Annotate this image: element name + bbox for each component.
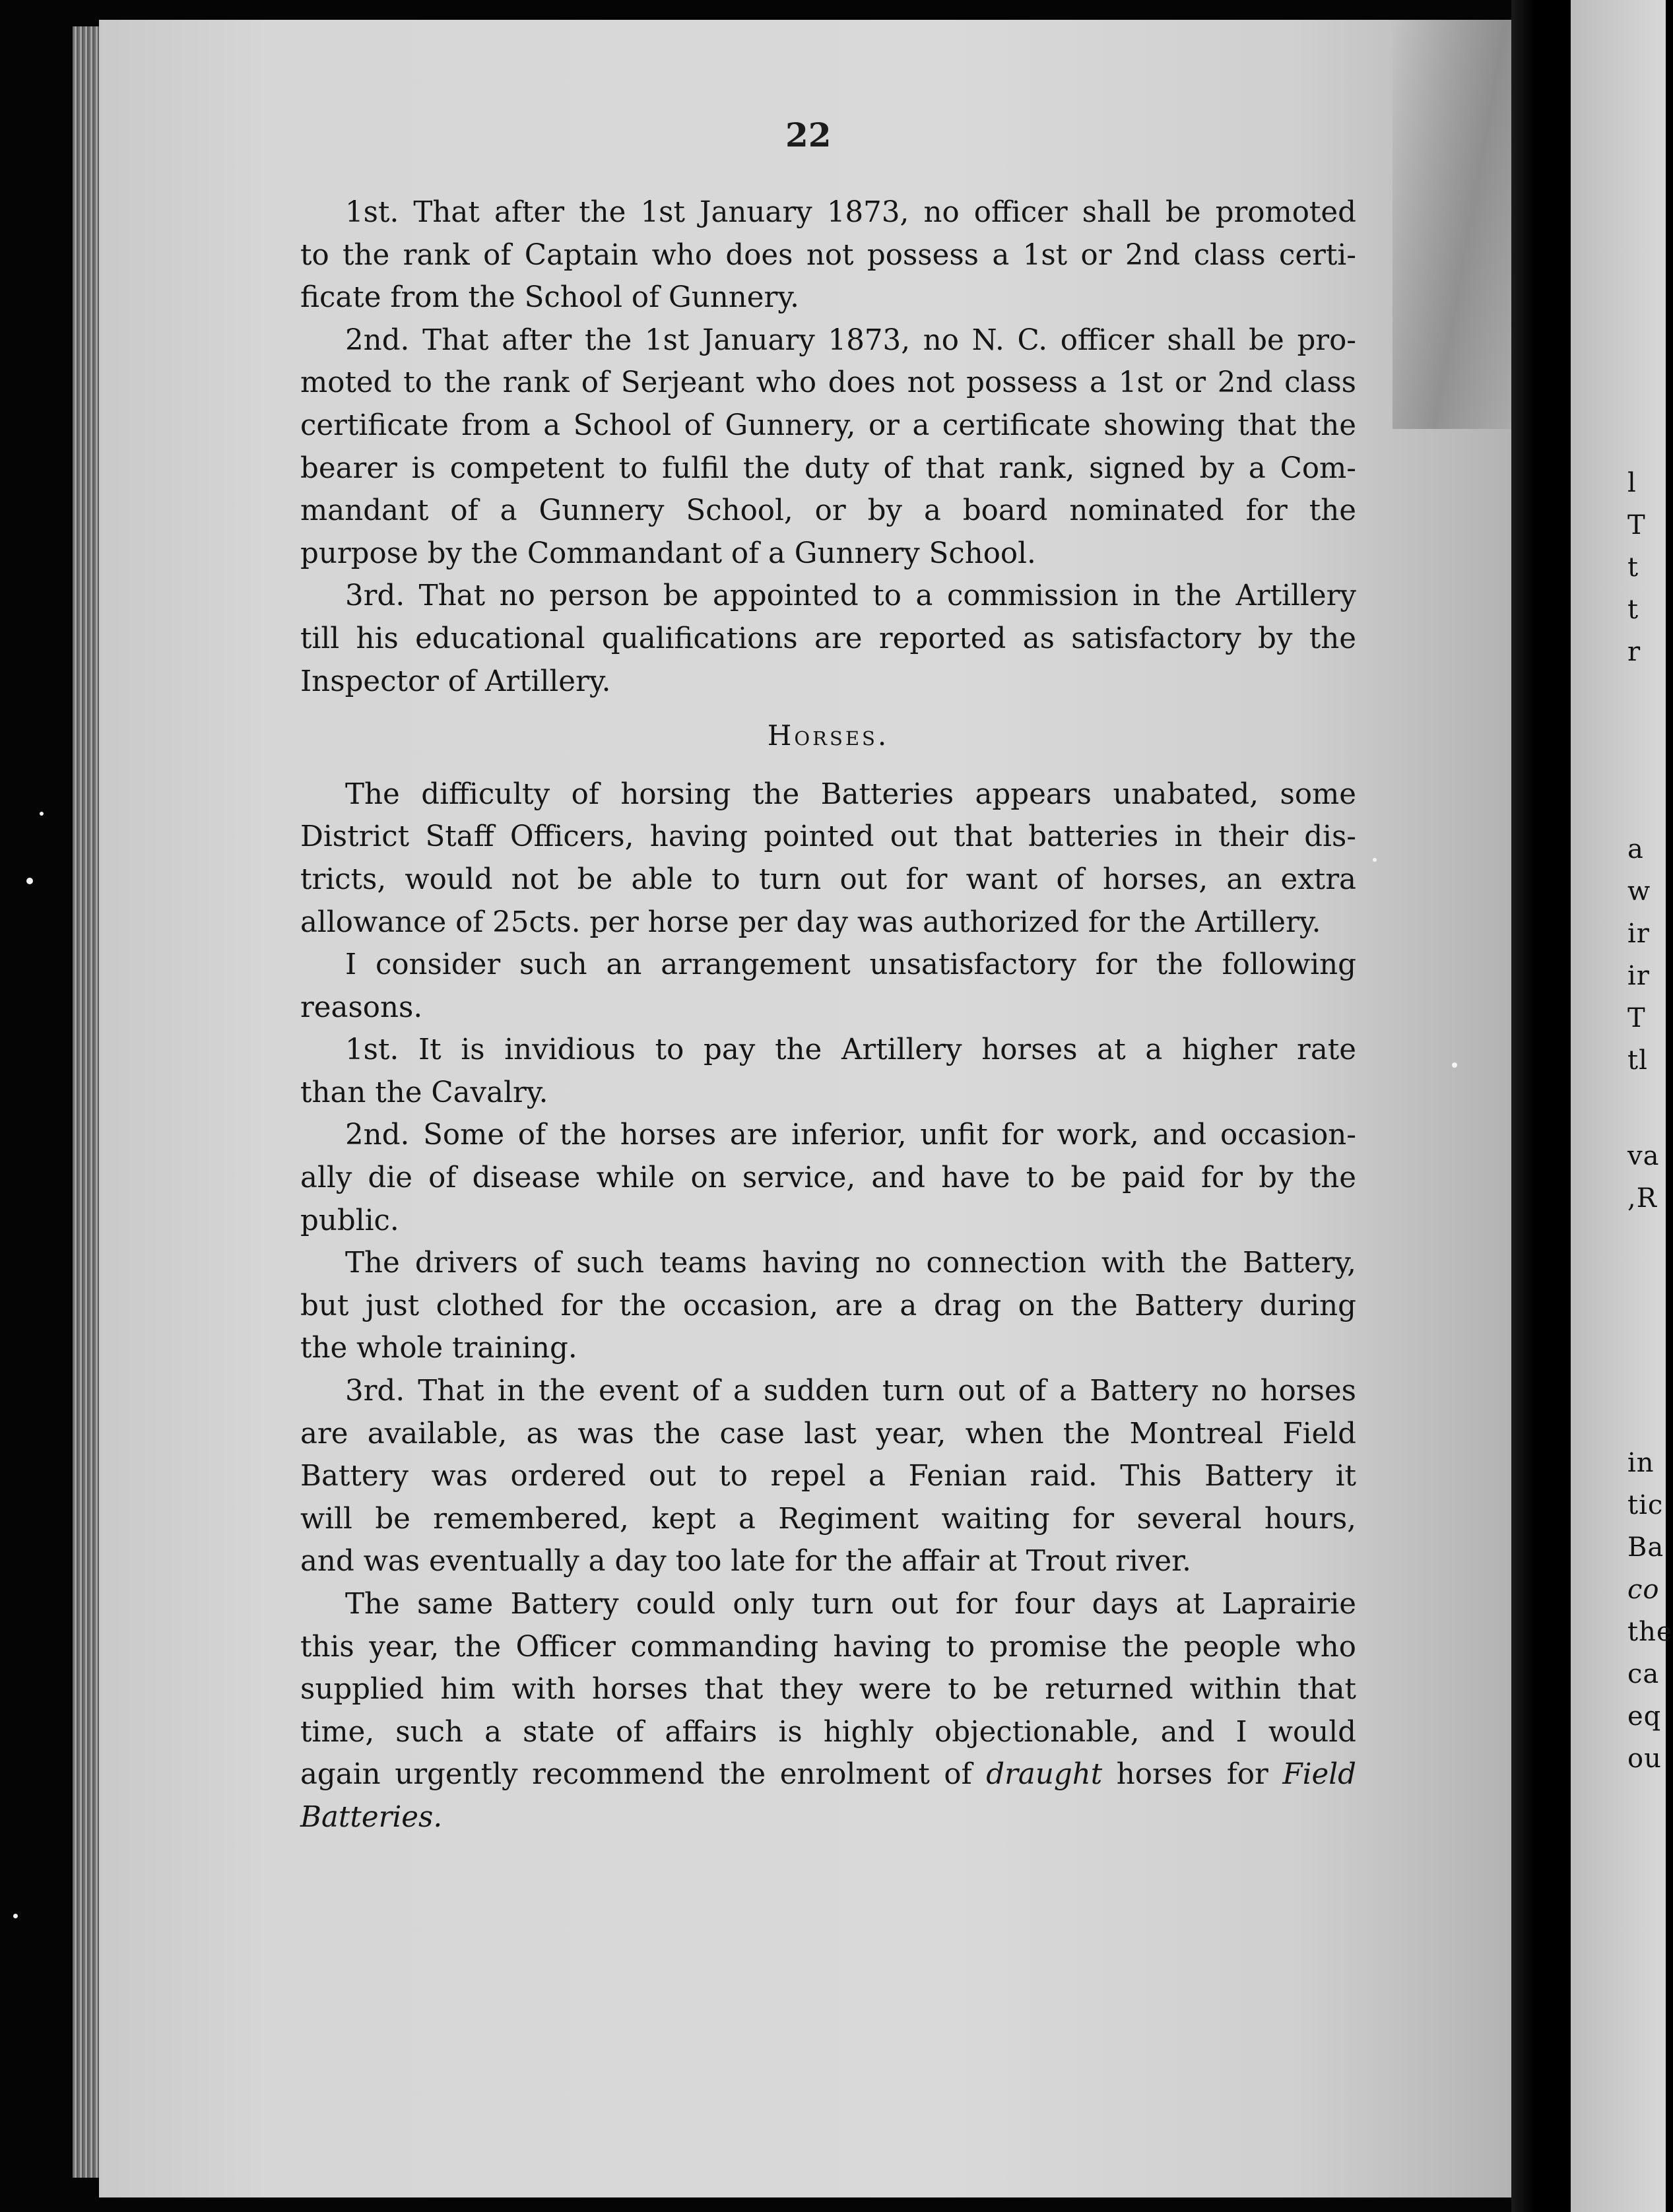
text-line: I consider such an arrangement unsatisfactory for the following: [345, 948, 1356, 982]
text-run: horses for: [1102, 1758, 1283, 1792]
text-line: District Staff Officers, having pointed out that batteries in their dis-: [300, 820, 1356, 854]
scan-dust-speck: [13, 1914, 18, 1918]
text-line: 1st. It is invidious to pay the Artillery horses at a higher rate: [345, 1033, 1356, 1067]
text-line: mandant of a Gunnery School, or by a board nominated for the: [300, 494, 1356, 528]
text-line: allowance of 25cts. per horse per day was authorized for the Artillery.: [300, 905, 1321, 939]
fragment-text: T: [1627, 510, 1646, 540]
paragraph-10: [300, 1583, 1356, 1839]
paragraph-5: [300, 944, 1356, 1029]
italic-text-run: draught: [986, 1758, 1103, 1792]
fragment-text: co: [1627, 1575, 1660, 1605]
paragraph-9: [300, 1370, 1356, 1583]
text-line: purpose by the Commandant of a Gunnery School.: [300, 537, 1036, 570]
paragraph-6: [300, 1029, 1356, 1114]
text-line: [300, 1796, 1356, 1839]
fragment-text: eq: [1627, 1701, 1662, 1732]
paragraph-7: [300, 1114, 1356, 1242]
fragment-text: T: [1627, 1003, 1646, 1033]
text-line: 3rd. That in the event of a sudden turn out of a Battery no horses: [345, 1375, 1356, 1408]
page-right-edge: [1571, 0, 1666, 2212]
fragment-text: ca: [1627, 1659, 1660, 1689]
paragraph-8: [300, 1242, 1356, 1370]
text-line: The drivers of such teams having no connection with the Battery,: [345, 1247, 1356, 1280]
text-line: tricts, would not be able to turn out for want of horses, an extra: [300, 862, 1356, 896]
fragment-text: r: [1627, 637, 1641, 667]
fragment-text: ,R: [1627, 1183, 1657, 1214]
fragment-text: in: [1627, 1448, 1655, 1478]
text-line: reasons.: [300, 991, 423, 1024]
text-line: 1st. That after the 1st January 1873, no officer shall be promoted: [345, 196, 1356, 229]
scan-dust-speck: [40, 812, 44, 816]
text-line: certificate from a School of Gunnery, or a certificate showing that the: [300, 408, 1356, 442]
italic-text-run: Field: [1282, 1758, 1356, 1792]
text-line: till his educational qualifications are reported as satisfactory by the: [300, 622, 1356, 655]
fragment-text: tic: [1627, 1490, 1664, 1520]
adjacent-page-fragment-4: [1627, 1442, 1673, 1780]
fragment-text: l: [1627, 468, 1637, 498]
text-run: again urgently recommend the enrolment of: [300, 1758, 987, 1792]
fragment-text: t: [1627, 552, 1639, 583]
fragment-text: w: [1627, 876, 1651, 907]
text-line: 3rd. That no person be appointed to a commission in the Artillery: [345, 579, 1356, 613]
text-line: The same Battery could only turn out for four days at Laprairie: [345, 1588, 1356, 1621]
text-line: this year, the Officer commanding having to promise the people who: [300, 1630, 1356, 1664]
adjacent-page-fragment-1: [1627, 462, 1646, 673]
italic-text-run: Batteries.: [300, 1800, 443, 1834]
text-line: to the rank of Captain who does not possess a 1st or 2nd class certi-: [300, 238, 1356, 272]
text-line: Battery was ordered out to repel a Fenian raid. This Battery it: [300, 1460, 1356, 1493]
text-line: bearer is competent to fulfil the duty of that rank, signed by a Com-: [300, 451, 1356, 485]
page-stack-edges: [73, 26, 99, 2178]
text-line: are available, as was the case last year, when the Montreal Field: [300, 1417, 1356, 1450]
fragment-text: ou: [1627, 1743, 1662, 1774]
body-text: [300, 191, 1356, 1839]
text-line: time, such a state of affairs is highly objectionable, and I would: [300, 1715, 1356, 1749]
paragraph-4: [300, 773, 1356, 944]
fragment-text: ir: [1627, 961, 1650, 991]
paragraph-2: [300, 319, 1356, 575]
scan-dust-speck: [26, 878, 33, 884]
fragment-text: t: [1627, 595, 1639, 625]
text-line: Inspector of Artillery.: [300, 665, 611, 698]
fragment-text: ir: [1627, 919, 1650, 949]
text-line: moted to the rank of Serjeant who does not possess a 1st or 2nd class: [300, 366, 1356, 400]
text-line: supplied him with horses that they were to be returned within that: [300, 1673, 1356, 1707]
text-line: but just clothed for the occasion, are a drag on the Battery during: [300, 1289, 1356, 1322]
text-line: the whole training.: [300, 1332, 577, 1365]
text-line: ally die of disease while on service, and have to be paid for by the: [300, 1161, 1356, 1195]
fragment-text: tl: [1627, 1045, 1648, 1076]
text-line: and was eventually a day too late for the affair at Trout river.: [300, 1545, 1191, 1578]
text-line: The difficulty of horsing the Batteries appears unabated, some: [345, 777, 1356, 811]
adjacent-page-fragment-2: [1627, 828, 1651, 1082]
scan-dust-speck: [1452, 1062, 1457, 1068]
fragment-text: va: [1627, 1141, 1660, 1171]
scan-dust-speck: [1373, 858, 1377, 862]
page-number: 22: [785, 115, 832, 154]
text-line: than the Cavalry.: [300, 1076, 548, 1109]
text-line: 2nd. That after the 1st January 1873, no N. C. officer shall be pro-: [345, 323, 1356, 357]
text-line: ficate from the School of Gunnery.: [300, 281, 799, 315]
fragment-text: Ba: [1627, 1532, 1664, 1563]
fragment-text: a: [1627, 834, 1644, 864]
paragraph-1: [300, 191, 1356, 319]
section-heading: Horses.: [767, 719, 890, 752]
adjacent-page-fragment-3: [1627, 1135, 1659, 1220]
paragraph-3: [300, 575, 1356, 703]
fragment-text: the: [1627, 1617, 1673, 1647]
text-line: 2nd. Some of the horses are inferior, unfit for work, and occasion-: [345, 1119, 1356, 1152]
text-line: public.: [300, 1204, 399, 1237]
text-line-mixed: [300, 1753, 1356, 1796]
text-line: will be remembered, kept a Regiment waiting for several hours,: [300, 1502, 1356, 1536]
book-gutter: [1511, 0, 1571, 2212]
